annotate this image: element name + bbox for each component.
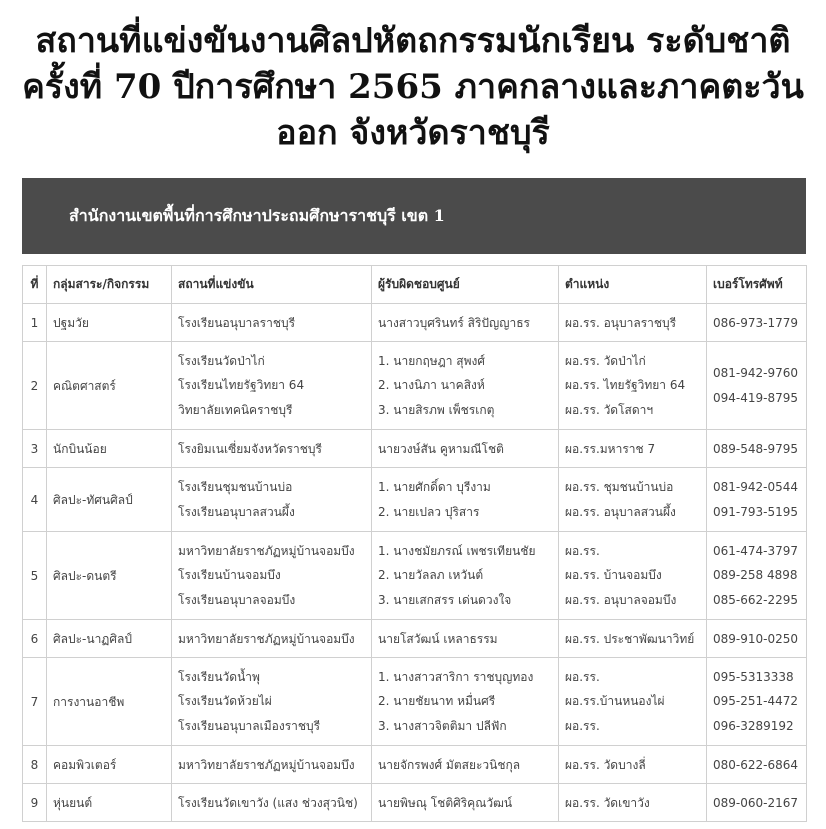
position-cell xyxy=(559,784,707,822)
row-number: 8 xyxy=(23,746,47,784)
position-cell-line: ผอ.รร. xyxy=(565,718,600,733)
row-number: 6 xyxy=(23,620,47,658)
group-cell: คอมพิวเตอร์ xyxy=(47,746,172,784)
phone-cell-line: 095-5313338 xyxy=(713,669,794,684)
person-cell xyxy=(372,746,559,784)
venue-cell xyxy=(172,620,372,658)
position-cell-line: ผอ.รร. ประชาพัฒนาวิทย์ xyxy=(565,631,695,646)
group-cell: ศิลปะ-ดนตรี xyxy=(47,532,172,620)
venue-cell xyxy=(172,342,372,430)
header-no: ที่ xyxy=(23,266,47,304)
section-banner xyxy=(22,178,806,254)
position-cell xyxy=(559,620,707,658)
person-cell xyxy=(372,468,559,532)
header-group: กลุ่มสาระ/กิจกรรม xyxy=(47,266,172,304)
venue-cell-line: โรงเรียนบ้านจอมบึง xyxy=(178,568,281,583)
table-header-row xyxy=(23,266,807,304)
group-cell: ศิลปะ-ทัศนศิลป์ xyxy=(47,468,172,532)
position-cell-line: ผอ.รร. ชุมชนบ้านบ่อ xyxy=(565,480,674,494)
venue-cell xyxy=(172,468,372,532)
phone-cell-line: 089-548-9795 xyxy=(713,441,799,456)
group-cell: นักบินน้อย xyxy=(47,430,172,468)
person-cell-line: 2. นายเปลว ปุริสาร xyxy=(378,504,480,519)
phone-cell-line: 061-474-3797 xyxy=(713,543,799,558)
phone-cell xyxy=(707,746,807,784)
table-row xyxy=(23,532,807,620)
section-title: สำนักงานเขตพื้นที่การศึกษาประถมศึกษาราชบุรี เขต 1 xyxy=(69,205,445,225)
venue-cell-line: โรงเรียนอนุบาลเมืองราชบุรี xyxy=(178,718,321,733)
venue-cell-line: วิทยาลัยเทคนิคราชบุรี xyxy=(178,402,293,417)
header-person: ผู้รับผิดชอบศูนย์ xyxy=(372,266,559,304)
person-cell xyxy=(372,430,559,468)
person-cell-line: 3. นางสาวจิตติมา ปลีฟัก xyxy=(378,718,507,733)
person-cell xyxy=(372,342,559,430)
person-cell xyxy=(372,784,559,822)
position-cell-line: ผอ.รร.มหาราช 7 xyxy=(565,441,656,456)
position-cell-line: ผอ.รร. วัดป่าไก่ xyxy=(565,353,646,368)
position-cell xyxy=(559,304,707,342)
venue-cell-line: มหาวิทยาลัยราชภัฏหมู่บ้านจอมบึง xyxy=(178,543,355,558)
group-cell: การงานอาชีพ xyxy=(47,658,172,746)
header-phone: เบอร์โทรศัพท์ xyxy=(707,266,807,304)
phone-cell-line: 089-910-0250 xyxy=(713,631,799,646)
person-cell xyxy=(372,304,559,342)
row-number: 2 xyxy=(23,342,47,430)
person-cell-line: 1. นายกฤษฎา สุพงศ์ xyxy=(378,353,485,368)
row-number: 4 xyxy=(23,468,47,532)
person-cell-line: นายโสวัฒน์ เหลาธรรม xyxy=(378,631,498,646)
position-cell-line: ผอ.รร. ไทยรัฐวิทยา 64 xyxy=(565,378,686,393)
phone-cell-line: 094-419-8795 xyxy=(713,390,799,405)
venue-cell-line: โรงเรียนวัดเขาวัง (แสง ช่วงสุวนิช) xyxy=(178,795,358,810)
table-row xyxy=(23,746,807,784)
table-row xyxy=(23,620,807,658)
phone-cell xyxy=(707,658,807,746)
venue-cell xyxy=(172,430,372,468)
person-cell-line: 1. นางสาวสาริกา ราชบุญทอง xyxy=(378,669,534,684)
venue-cell xyxy=(172,304,372,342)
phone-cell xyxy=(707,430,807,468)
phone-cell xyxy=(707,532,807,620)
table-row xyxy=(23,304,807,342)
position-cell-line: ผอ.รร. อนุบาลสวนผึ้ง xyxy=(565,504,676,519)
person-cell-line: นางสาวบุศรินทร์ สิริปัญญาธร xyxy=(378,315,530,330)
venue-cell-line: มหาวิทยาลัยราชภัฏหมู่บ้านจอมบึง xyxy=(178,631,355,646)
page-title: สถานที่แข่งขันงานศิลปหัตถกรรมนักเรียน ระดับชาติ ครั้งที่ 70 ปีการศึกษา 2565 ภาคกลางและภาคตะวันออก จังหวัดราชบุรี xyxy=(22,21,804,153)
person-cell-line: 1. นายศักดิ์ดา บุรีงาม xyxy=(378,480,491,494)
venue-cell-line: โรงเรียนไทยรัฐวิทยา 64 xyxy=(178,378,305,393)
venue-cell-line: มหาวิทยาลัยราชภัฏหมู่บ้านจอมบึง xyxy=(178,757,355,772)
venue-cell-line: โรงยิมเนเซี่ยมจังหวัดราชบุรี xyxy=(178,441,322,456)
position-cell xyxy=(559,468,707,532)
venue-cell xyxy=(172,784,372,822)
table-row xyxy=(23,430,807,468)
venue-cell-line: โรงเรียนชุมชนบ้านบ่อ xyxy=(178,480,293,494)
position-cell-line: ผอ.รร. บ้านจอมบึง xyxy=(565,568,662,583)
person-cell-line: นายจักรพงศ์ มัตสยะวนิชกุล xyxy=(378,757,521,772)
venue-cell-line: โรงเรียนอนุบาลราชบุรี xyxy=(178,315,296,330)
phone-cell xyxy=(707,620,807,658)
person-cell xyxy=(372,532,559,620)
venue-cell-line: โรงเรียนอนุบาลจอมบึง xyxy=(178,592,296,607)
venue-cell-line: โรงเรียนวัดห้วยไผ่ xyxy=(178,694,272,709)
group-cell: ศิลปะ-นาฏศิลป์ xyxy=(47,620,172,658)
position-cell-line: ผอ.รร.บ้านหนองไผ่ xyxy=(565,694,665,709)
row-number: 3 xyxy=(23,430,47,468)
position-cell-line: ผอ.รร. อนุบาลจอมบึง xyxy=(565,592,677,607)
position-cell-line: ผอ.รร. วัดบางลี่ xyxy=(565,757,646,772)
phone-cell-line: 096-3289192 xyxy=(713,718,794,733)
row-number: 5 xyxy=(23,532,47,620)
phone-cell-line: 089-258 4898 xyxy=(713,568,798,583)
header-venue: สถานที่แข่งขัน xyxy=(172,266,372,304)
group-cell: หุ่นยนต์ xyxy=(47,784,172,822)
group-cell: ปฐมวัย xyxy=(47,304,172,342)
position-cell xyxy=(559,430,707,468)
group-cell: คณิตศาสตร์ xyxy=(47,342,172,430)
table-row xyxy=(23,342,807,430)
header-position: ตำแหน่ง xyxy=(559,266,707,304)
row-number: 7 xyxy=(23,658,47,746)
person-cell-line: 3. นายเสกสรร เด่นดวงใจ xyxy=(378,592,512,607)
person-cell-line: 2. นายวัลลภ เหวันต์ xyxy=(378,568,484,583)
table-row xyxy=(23,784,807,822)
person-cell xyxy=(372,620,559,658)
position-cell xyxy=(559,342,707,430)
position-cell-line: ผอ.รร. วัดเขาวัง xyxy=(565,795,650,810)
phone-cell-line: 080-622-6864 xyxy=(713,757,799,772)
phone-cell-line: 095-251-4472 xyxy=(713,694,799,709)
table-row xyxy=(23,468,807,532)
position-cell xyxy=(559,746,707,784)
table-row xyxy=(23,658,807,746)
venue-cell xyxy=(172,532,372,620)
phone-cell-line: 086-973-1779 xyxy=(713,315,799,330)
person-cell-line: 2. นางนิภา นาคสิงห์ xyxy=(378,378,485,393)
phone-cell-line: 085-662-2295 xyxy=(713,592,799,607)
person-cell-line: นายพิษณุ โชติศิริคุณวัฒน์ xyxy=(378,795,513,810)
position-cell-line: ผอ.รร. xyxy=(565,543,600,558)
person-cell-line: 2. นายชัยนาท หมื่นศรี xyxy=(378,694,496,709)
venue-cell-line: โรงเรียนวัดป่าไก่ xyxy=(178,353,265,368)
phone-cell xyxy=(707,304,807,342)
venue-cell-line: โรงเรียนอนุบาลสวนผึ้ง xyxy=(178,504,295,519)
phone-cell xyxy=(707,342,807,430)
person-cell-line: 1. นางชมัยภรณ์ เพชรเทียนชัย xyxy=(378,543,536,558)
person-cell-line: 3. นายสิรภพ เพ็ชรเกตุ xyxy=(378,402,495,417)
position-cell-line: ผอ.รร. วัดโสดาฯ xyxy=(565,402,654,417)
phone-cell xyxy=(707,468,807,532)
phone-cell xyxy=(707,784,807,822)
phone-cell-line: 081-942-9760 xyxy=(713,366,799,380)
phone-cell-line: 091-793-5195 xyxy=(713,504,799,519)
venue-table xyxy=(22,265,807,822)
phone-cell-line: 089-060-2167 xyxy=(713,795,799,810)
venue-cell xyxy=(172,658,372,746)
position-cell-line: ผอ.รร. อนุบาลราชบุรี xyxy=(565,315,677,330)
phone-cell-line: 081-942-0544 xyxy=(713,480,799,494)
position-cell xyxy=(559,532,707,620)
person-cell xyxy=(372,658,559,746)
position-cell xyxy=(559,658,707,746)
row-number: 1 xyxy=(23,304,47,342)
row-number: 9 xyxy=(23,784,47,822)
position-cell-line: ผอ.รร. xyxy=(565,669,600,684)
venue-cell xyxy=(172,746,372,784)
person-cell-line: นายวงษ์สัน คูหามณีโชติ xyxy=(378,441,504,456)
venue-cell-line: โรงเรียนวัดน้ำพุ xyxy=(178,669,260,684)
